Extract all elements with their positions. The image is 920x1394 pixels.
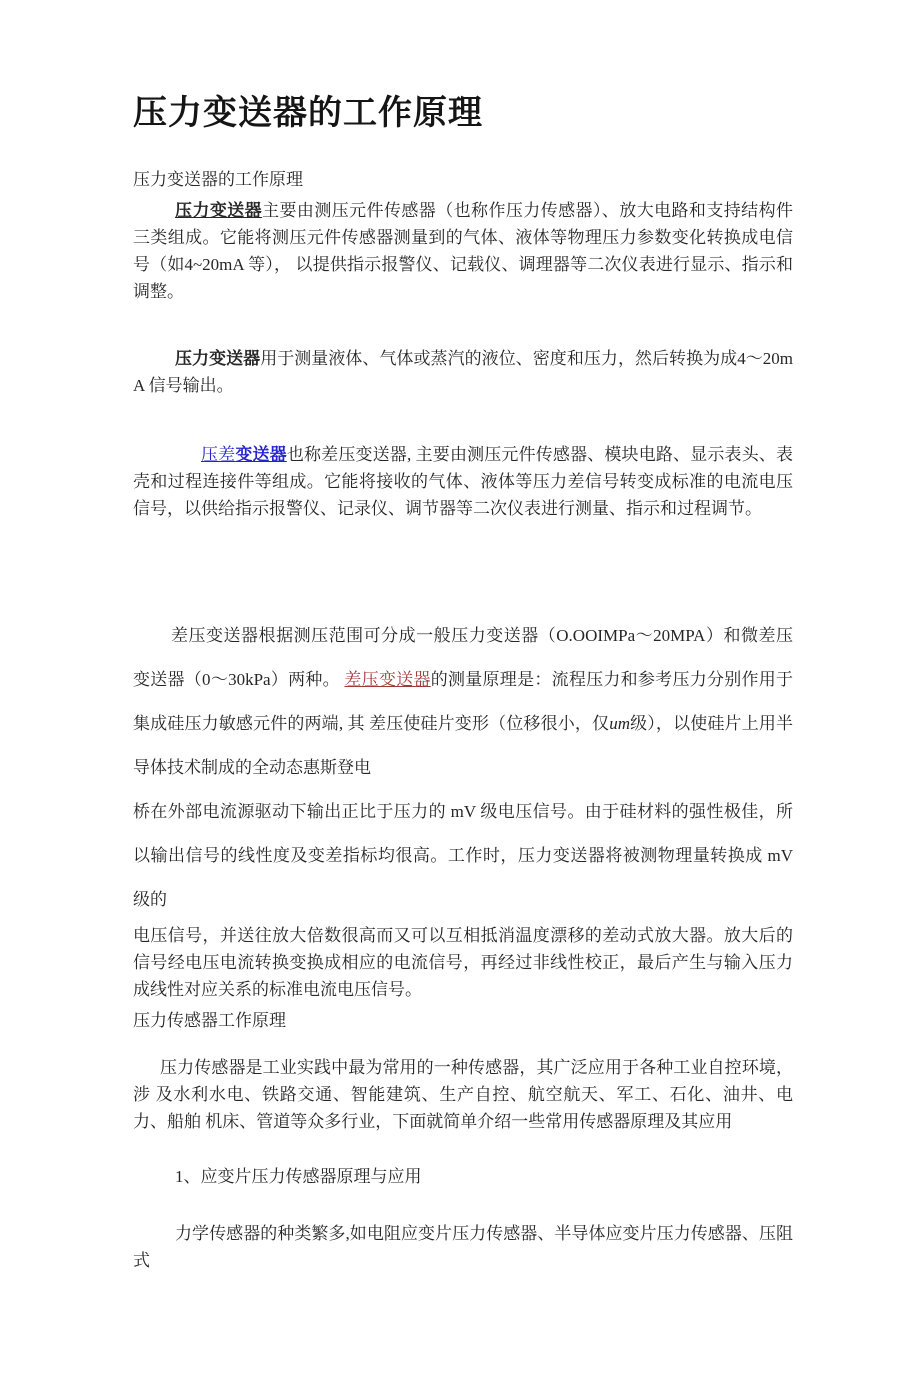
paragraph-transmitter-usage xyxy=(133,345,793,399)
list-item-strain-gauge-heading xyxy=(133,1163,793,1190)
text-run: 压力传感器工作原理 xyxy=(133,1010,286,1030)
document-title xyxy=(133,92,793,136)
paragraph-intro-heading xyxy=(133,166,793,193)
text-run: 主要由测压元件传感器（也称作压力传感器）、放大电路和支持结构件三类组成。它能将测压元件传感器测量到的气体、液体等物理压力参数变化转换成电信号（如4~20mA 等）， 以提供指示报警仪、记载仪、调理器等二次仪表进行显示、指示和调整。 xyxy=(133,200,794,301)
text-run: 的测量原理是：流程压力和参考压力分别作用于集成硅压力敏感元件的两端, 其 差压使硅片变形（位移很小，仅 xyxy=(133,669,794,733)
text-run: 差压变送器根据测压范围可分成一般压力变送器（O.OOIMPa～20MPA）和微差压变送器（0～30kPa）两种。 xyxy=(133,625,793,689)
term-pressure-transmitter-bold: 压力变送器 xyxy=(175,348,261,368)
paragraph-sensor-types xyxy=(133,1220,793,1274)
text-run: 压力传感器是工业实践中最为常用的一种传感器，其广泛应用于各种工业自控环境，涉 及水利水电、铁路交通、智能建筑、生产自控、航空航天、军工、石化、油井、电力、船舶 机床、管道等众多行业，下面就简单介绍一些常用传感器原理及其应用 xyxy=(133,1057,793,1131)
text-run: 桥在外部电流源驱动下输出正比于压力的 mV 级电压信号。由于硅材料的强性极佳，所以输出信号的线性度及变差指标均很高。工作时，压力变送器将被测物理量转换成 mV 级的 xyxy=(133,801,793,909)
text-run: 也称差压变送器, 主要由测压元件传感器、模块电路、显示表头、表壳和过程连接件等组成。它能将接收的气体、液体等压力差信号转变成标准的电流电压信号，以供给指示报警仪、记录仪、调节器等二次仪表进行测量、指示和过程调节。 xyxy=(133,444,794,518)
paragraph-transmitter-composition xyxy=(133,197,793,305)
text-run: 压力变送器的工作原理 xyxy=(133,169,303,189)
term-pressure-transmitter-bold: 压力变送器 xyxy=(175,200,263,220)
link-differential-pressure[interactable]: 压差 xyxy=(201,444,236,464)
paragraph-measurement-range xyxy=(133,614,793,790)
document-page xyxy=(0,92,920,1394)
paragraph-differential-transmitter xyxy=(133,441,793,522)
link-transmitter[interactable]: 变送器 xyxy=(235,444,287,464)
text-run: 压力变送器的工作原理 xyxy=(133,95,483,132)
paragraph-signal-processing xyxy=(133,922,793,1003)
paragraph-sensor-heading xyxy=(133,1007,793,1034)
text-run: 级），以使硅片上用半导体技术制成的全动态惠斯登电 xyxy=(133,713,793,777)
text-run: 1、应变片压力传感器原理与应用 xyxy=(175,1166,422,1186)
text-run: 电压信号，并送往放大倍数很高而又可以互相抵消温度漂移的差动式放大器。放大后的信号经电压电流转换变换成相应的电流信号，再经过非线性校正，最后产生与输入压力成线性对应关系的标准电流电压信号。 xyxy=(133,925,793,999)
paragraph-wheatstone-bridge xyxy=(133,790,793,922)
paragraph-sensor-applications xyxy=(133,1054,793,1135)
text-run: 力学传感器的种类繁多,如电阻应变片压力传感器、半导体应变片压力传感器、压阻式 xyxy=(133,1223,793,1270)
unit-micrometer: um xyxy=(609,713,630,733)
term-differential-pressure-transmitter-red: 差压变送器 xyxy=(344,669,431,689)
text-run: 用于测量液体、气体或蒸汽的液位、密度和压力，然后转换为成4～20mA 信号输出。 xyxy=(133,348,793,395)
